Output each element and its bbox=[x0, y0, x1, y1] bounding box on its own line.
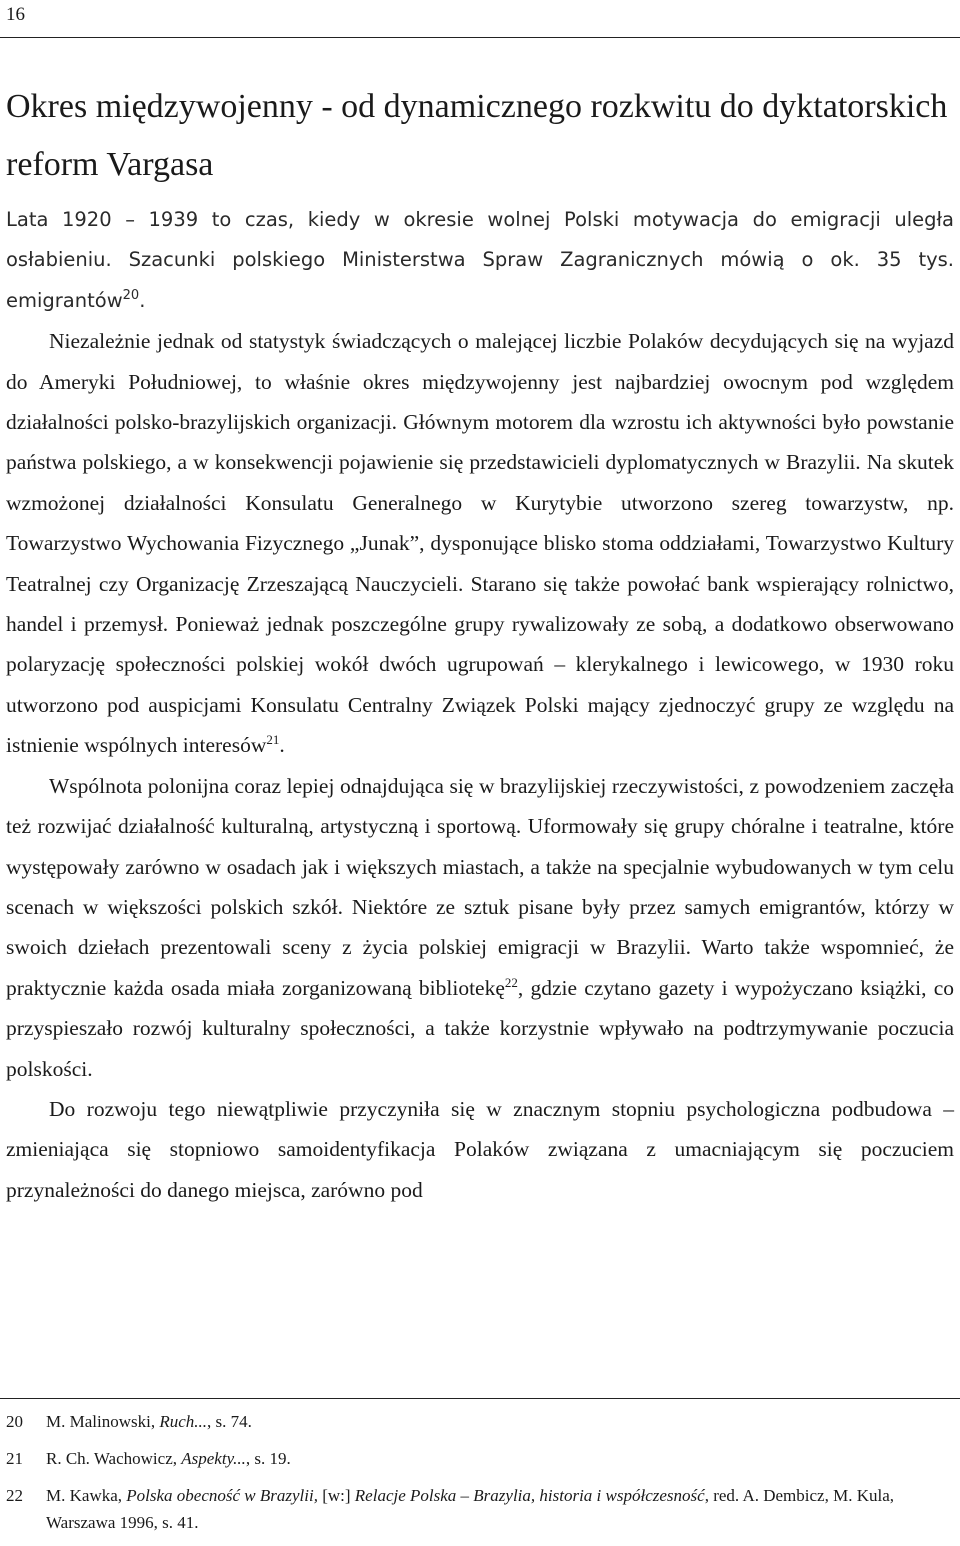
paragraph-3 bbox=[6, 1089, 954, 1210]
footnote-author: M. Kawka, bbox=[46, 1486, 127, 1505]
paragraph-2 bbox=[6, 766, 954, 1089]
footnote-title: Aspekty... bbox=[181, 1449, 246, 1468]
footnote-number: 20 bbox=[6, 1412, 23, 1431]
footnote-22 bbox=[6, 1482, 954, 1536]
body-text bbox=[6, 200, 954, 1210]
footnote-ref-21: 21 bbox=[266, 732, 280, 748]
page-number: 16 bbox=[6, 4, 25, 25]
footnote-ref-22: 22 bbox=[504, 974, 518, 990]
paragraph-1 bbox=[6, 321, 954, 765]
header-rule bbox=[0, 37, 960, 38]
paragraph-1-end: . bbox=[279, 733, 285, 758]
footnote-publication: , red. A. Dembicz, M. Kula, Warszawa 1996, s. 41. bbox=[46, 1486, 895, 1532]
paragraph-2-end: , gdzie czytano gazety i wypożyczano książki, co przyspieszało rozwój kulturalny społeczności, a także korzystnie wpływało na podtrzymywanie poczucia polskości. bbox=[6, 975, 955, 1081]
footnote-20 bbox=[6, 1408, 954, 1435]
footnote-author: R. Ch. Wachowicz, bbox=[46, 1449, 182, 1468]
footnotes bbox=[6, 1408, 954, 1546]
chapter-heading: Okres międzywojenny - od dynamicznego rozkwitu do dyktatorskich reform Vargasa bbox=[6, 88, 948, 183]
footnote-ref-20: 20 bbox=[122, 287, 140, 303]
footnote-text bbox=[46, 1482, 954, 1536]
footnote-page: , s. 74. bbox=[207, 1412, 252, 1431]
footnote-text bbox=[46, 1408, 954, 1435]
footnote-connector: [w:] bbox=[317, 1486, 355, 1505]
paragraph-3-text: Do rozwoju tego niewątpliwie przyczyniła się w znacznym stopniu psychologiczna podbudowa – zmieniająca się stopniowo samoidentyfikacja Polaków związana z umacniającym się poczuciem przynależności do danego miejsca, zarówno pod bbox=[6, 1096, 954, 1202]
footnote-number: 22 bbox=[6, 1486, 23, 1505]
footnote-rule bbox=[0, 1398, 960, 1399]
intro-end: . bbox=[139, 288, 146, 312]
footnote-book-title: Relacje Polska – Brazylia, historia i współczesność bbox=[354, 1486, 705, 1505]
paragraph-2-text: Wspólnota polonijna coraz lepiej odnajdująca się w brazylijskiej rzeczywistości, z powodzeniem zaczęła też rozwijać działalność kulturalną, artystyczną i sportową. Uformowały się grupy chóralne i teatralne, które występowały zarówno w osadach jak i większych miastach, a także na specjalnie wybudowanych w tym celu scenach w większości polskich szkół. Niektóre ze sztuk pisane były przez samych emigrantów, którzy w swoich dziełach prezentowali sceny z życia polskiej emigracji w Brazylii. Warto także wspomnieć, że praktycznie każda osada miała zorganizowaną bibliotekę bbox=[6, 773, 954, 1000]
footnote-title: Polska obecność w Brazylii, bbox=[126, 1486, 318, 1505]
footnote-21 bbox=[6, 1445, 954, 1472]
footnote-text bbox=[46, 1445, 954, 1472]
intro-paragraph bbox=[6, 200, 954, 321]
footnote-author: M. Malinowski, bbox=[46, 1412, 160, 1431]
footnote-number: 21 bbox=[6, 1449, 23, 1468]
intro-text: Lata 1920 – 1939 to czas, kiedy w okresie wolnej Polski motywacja do emigracji uległa osłabieniu. Szacunki polskiego Ministerstwa Spraw Zagranicznych mówią o ok. 35 tys. emigrantów bbox=[6, 208, 954, 312]
footnote-page: , s. 19. bbox=[245, 1449, 291, 1468]
footnote-title: Ruch... bbox=[159, 1412, 208, 1431]
paragraph-1-text: Niezależnie jednak od statystyk świadczących o malejącej liczbie Polaków decydujących się na wyjazd do Ameryki Południowej, to właśnie okres międzywojenny jest najbardziej owocnym pod względem działalności polsko-brazylijskich organizacji. Głównym motorem dla wzrostu ich aktywności było powstanie państwa polskiego, a w konsekwencji pojawienie się przedstawicieli dyplomatycznych w Brazylii. Na skutek wzmożonej działalności Konsulatu Generalnego w Kurytybie utworzono szereg towarzystw, np. Towarzystwo Wychowania Fizycznego „Junak”, dysponujące blisko stoma oddziałami, Towarzystwo Kultury Teatralnej czy Organizację Zrzeszającą Nauczycieli. Starano się także powołać bank wspierający rolnictwo, handel i przemysł. Ponieważ jednak poszczególne grupy rywalizowały ze sobą, a dodatkowo obserwowano polaryzację społeczności polskiej wokół dwóch ugrupowań – klerykalnego i lewicowego, w 1930 roku utworzono pod auspicjami Konsulatu Centralny Związek Polski mający zjednoczyć grupy ze względu na istnienie wspólnych interesów bbox=[6, 329, 954, 758]
